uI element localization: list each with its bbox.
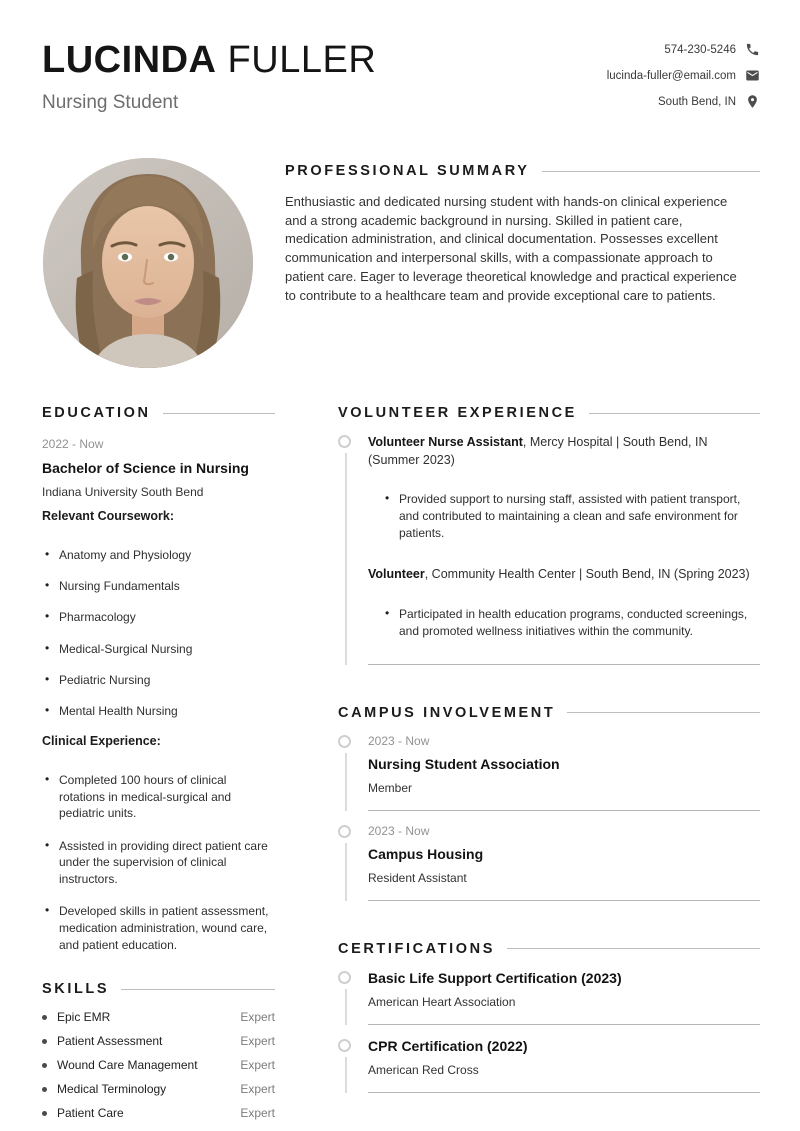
location-pin-icon bbox=[745, 94, 760, 109]
clinical-label: Clinical Experience: bbox=[42, 734, 161, 749]
volunteer-heading: VOLUNTEER EXPERIENCE bbox=[338, 405, 760, 421]
coursework-item: • Medical-Surgical Nursing bbox=[42, 641, 275, 657]
first-name: LUCINDA bbox=[42, 39, 217, 81]
contact-email-row bbox=[607, 68, 760, 83]
skill-name: Patient Care bbox=[57, 1106, 124, 1121]
campus-organization: Campus Housing bbox=[368, 845, 484, 862]
section-divider bbox=[368, 664, 760, 665]
coursework-item: • Pharmacology bbox=[42, 609, 275, 625]
skill-row bbox=[42, 1010, 275, 1024]
clinical-item: • Developed skills in patient assessment, medication administration, wound care, and patient education. bbox=[42, 903, 275, 953]
certifications-section bbox=[338, 941, 760, 1093]
person-name bbox=[42, 40, 376, 82]
campus-entry bbox=[338, 734, 760, 811]
volunteer-bullet: • Participated in health education programs, conducted screenings, and promoted wellness initiatives within the community. bbox=[382, 606, 760, 640]
coursework-list bbox=[42, 547, 275, 719]
volunteer-timeline-block bbox=[338, 434, 760, 665]
contact-block bbox=[607, 42, 760, 109]
campus-period: 2023 - Now bbox=[368, 733, 430, 748]
volunteer-bullets bbox=[368, 606, 760, 640]
certification-entry bbox=[338, 970, 760, 1025]
mail-icon bbox=[745, 68, 760, 83]
volunteer-role: Volunteer bbox=[368, 567, 425, 582]
timeline-line bbox=[345, 753, 347, 811]
clinical-item: • Assisted in providing direct patient care under the supervision of clinical instructors. bbox=[42, 838, 275, 888]
coursework-item: • Mental Health Nursing bbox=[42, 703, 275, 719]
phone-number: 574-230-5246 bbox=[664, 43, 736, 56]
volunteer-section bbox=[338, 405, 760, 665]
volunteer-bullets bbox=[368, 491, 760, 542]
campus-role: Member bbox=[368, 780, 413, 795]
skill-row bbox=[42, 1082, 275, 1096]
skill-row bbox=[42, 1034, 275, 1048]
bullet-dot-icon bbox=[42, 1039, 47, 1044]
clinical-item: • Completed 100 hours of clinical rotations in medical-surgical and pediatric units. bbox=[42, 772, 275, 822]
bullet-dot-icon bbox=[42, 1015, 47, 1020]
skill-level: Expert bbox=[240, 1010, 275, 1025]
skill-level: Expert bbox=[240, 1082, 275, 1097]
profile-photo bbox=[43, 158, 253, 368]
education-heading: EDUCATION bbox=[42, 405, 275, 421]
entry-divider bbox=[368, 1024, 760, 1025]
left-column bbox=[42, 405, 275, 1130]
timeline-marker-icon bbox=[338, 1039, 351, 1052]
volunteer-entry-title bbox=[368, 434, 760, 469]
portrait-illustration bbox=[43, 158, 253, 368]
volunteer-role: Volunteer Nurse Assistant bbox=[368, 435, 523, 449]
coursework-item: • Anatomy and Physiology bbox=[42, 547, 275, 563]
skills-section bbox=[42, 981, 275, 1120]
campus-period: 2023 - Now bbox=[368, 823, 430, 838]
coursework-item: • Pediatric Nursing bbox=[42, 672, 275, 688]
entry-divider bbox=[368, 810, 760, 811]
job-title: Nursing Student bbox=[42, 91, 179, 113]
timeline-line bbox=[345, 843, 347, 901]
skills-list bbox=[42, 1010, 275, 1120]
certifications-heading: CERTIFICATIONS bbox=[338, 941, 760, 957]
skill-name: Wound Care Management bbox=[57, 1058, 198, 1073]
education-period: 2022 - Now bbox=[42, 437, 104, 451]
bullet-dot-icon bbox=[42, 1111, 47, 1116]
skill-name: Medical Terminology bbox=[57, 1082, 167, 1097]
contact-phone-row bbox=[607, 42, 760, 57]
campus-section bbox=[338, 705, 760, 901]
education-section bbox=[42, 405, 275, 953]
skill-level: Expert bbox=[240, 1058, 275, 1073]
education-degree: Bachelor of Science in Nursing bbox=[42, 460, 249, 476]
entry-divider bbox=[368, 1092, 760, 1093]
certification-title: Basic Life Support Certification (2023) bbox=[368, 969, 622, 986]
summary-section bbox=[285, 163, 760, 305]
coursework-label: Relevant Coursework: bbox=[42, 509, 174, 523]
email-address: lucinda-fuller@email.com bbox=[606, 69, 736, 82]
last-name: FULLER bbox=[227, 39, 377, 81]
timeline-marker-icon bbox=[338, 971, 351, 984]
phone-icon bbox=[745, 42, 760, 57]
skill-name: Epic EMR bbox=[57, 1010, 111, 1025]
volunteer-bullet: • Provided support to nursing staff, assisted with patient transport, and contributed to maintaining a clean and safe environment for patients. bbox=[382, 491, 760, 542]
certification-issuer: American Heart Association bbox=[368, 994, 516, 1009]
entry-divider bbox=[368, 900, 760, 901]
clinical-list bbox=[42, 772, 275, 953]
skill-level: Expert bbox=[240, 1034, 275, 1049]
certification-title: CPR Certification (2022) bbox=[368, 1037, 528, 1054]
volunteer-entry-title bbox=[368, 566, 760, 584]
coursework-item: • Nursing Fundamentals bbox=[42, 578, 275, 594]
timeline-line bbox=[345, 1057, 347, 1093]
bullet-dot-icon bbox=[42, 1063, 47, 1068]
education-school: Indiana University South Bend bbox=[42, 485, 204, 499]
campus-entry bbox=[338, 824, 760, 901]
timeline-line bbox=[345, 989, 347, 1025]
certification-issuer: American Red Cross bbox=[368, 1062, 479, 1077]
campus-organization: Nursing Student Association bbox=[368, 755, 560, 772]
summary-heading: PROFESSIONAL SUMMARY bbox=[285, 163, 760, 179]
volunteer-details: , Community Health Center | South Bend, IN (Spring 2023) bbox=[424, 567, 750, 582]
header-name-block bbox=[42, 40, 376, 114]
campus-role: Resident Assistant bbox=[368, 870, 467, 885]
skill-row bbox=[42, 1106, 275, 1120]
timeline-marker-icon bbox=[338, 825, 351, 838]
timeline-line bbox=[345, 453, 347, 665]
skill-row bbox=[42, 1058, 275, 1072]
right-column bbox=[338, 405, 760, 1093]
skill-level: Expert bbox=[240, 1106, 275, 1121]
volunteer-details: , Mercy Hospital | South Bend, IN (Summer 2023) bbox=[368, 435, 708, 467]
skill-name: Patient Assessment bbox=[57, 1034, 163, 1049]
contact-location-row bbox=[607, 94, 760, 109]
certification-entry bbox=[338, 1038, 760, 1093]
campus-heading: CAMPUS INVOLVEMENT bbox=[338, 705, 760, 721]
summary-text: Enthusiastic and dedicated nursing student with hands-on clinical experience and a strong academic background in nursing. Skilled in patient care, medication administration, and clinical documentation. Possesses excellent communication and interpersonal skills, with a compassionate approach to patient care. Eager to leverage theoretical knowledge and practical experience to contribute to a healthcare team and provide exceptional care to patients. bbox=[285, 194, 737, 303]
timeline-marker-icon bbox=[338, 735, 351, 748]
bullet-dot-icon bbox=[42, 1087, 47, 1092]
skills-heading: SKILLS bbox=[42, 981, 275, 997]
location-text: South Bend, IN bbox=[658, 95, 736, 108]
timeline-marker-icon bbox=[338, 435, 351, 448]
